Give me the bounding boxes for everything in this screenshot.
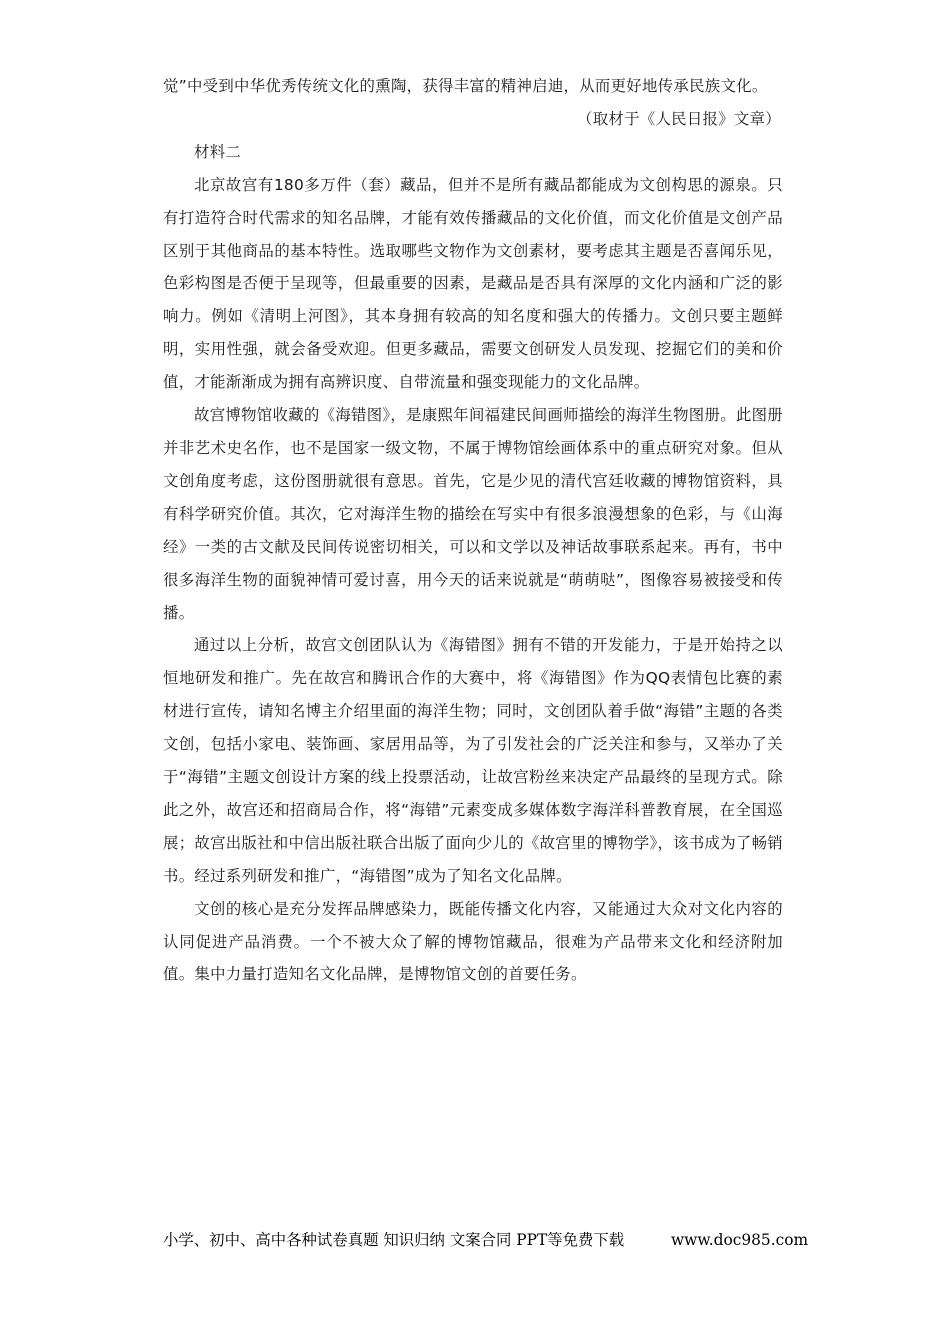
page-footer: [163, 1226, 809, 1254]
footer-promo-text: 小学、初中、高中各种试卷真题 知识归纳 文案合同 PPT等免费下载: [163, 1231, 625, 1249]
source-citation: （取材于《人民日报》文章）: [577, 109, 781, 128]
section-heading: 材料二: [194, 142, 242, 161]
paragraph-continuation: 觉”中受到中华优秀传统文化的熏陶，获得丰富的精神启迪，从而更好地传承民族文化。: [163, 77, 768, 95]
paragraph: 故宫博物馆收藏的《海错图》，是康熙年间福建民间画师描绘的海洋生物图册。此图册并非艺术史名作，也不是国家一级文物，不属于博物馆绘画体系中的重点研究对象。但从文创角度考虑，这份图册就很有意思。首先，它是少见的清代宫廷收藏的博物馆资料，具有科学研究价值。其次，它对海洋生物的描绘在写实中有很多浪漫想象的色彩，与《山海经》一类的古文献及民间传说密切相关，可以和文学以及神话故事联系起来。再有，书中很多海洋生物的面貌神情可爱讨喜，用今天的话来说就是“萌萌哒”，图像容易被接受和传播。: [163, 406, 783, 622]
document-body: [163, 70, 783, 991]
paragraph: 北京故宫有180多万件（套）藏品，但并不是所有藏品都能成为文创构思的源泉。只有打造符合时代需求的知名品牌，才能有效传播藏品的文化价值，而文化价值是文创产品区别于其他商品的基本特性。选取哪些文物作为文创素材，要考虑其主题是否喜闻乐见，色彩构图是否便于呈现等，但最重要的因素，是藏品是否具有深厚的文化内涵和广泛的影响力。例如《清明上河图》，其本身拥有较高的知名度和强大的传播力。文创只要主题鲜明，实用性强，就会备受欢迎。但更多藏品，需要文创研发人员发现、挖掘它们的美和价值，才能渐渐成为拥有高辨识度、自带流量和强变现能力的文化品牌。: [163, 175, 783, 392]
paragraph: 文创的核心是充分发挥品牌感染力，既能传播文化内容，又能通过大众对文化内容的认同促进产品消费。一个不被大众了解的博物馆藏品，很难为产品带来文化和经济附加值。集中力量打造知名文化品牌，是博物馆文创的首要任务。: [163, 899, 783, 984]
paragraph: 通过以上分析，故宫文创团队认为《海错图》拥有不错的开发能力，于是开始持之以恒地研发和推广。先在故宫和腾讯合作的大赛中，将《海错图》作为QQ表情包比赛的素材进行宣传，请知名博主介绍里面的海洋生物；同时，文创团队着手做“海错”主题的各类文创，包括小家电、装饰画、家居用品等，为了引发社会的广泛关注和参与，又举办了关于“海错”主题文创设计方案的线上投票活动，让故宫粉丝来决定产品最终的呈现方式。除此之外，故宫还和招商局合作，将“海错”元素变成多媒体数字海洋科普教育展，在全国巡展；故宫出版社和中信出版社联合出版了面向少儿的《故宫里的博物学》，该书成为了畅销书。经过系列研发和推广，“海错图”成为了知名文化品牌。: [163, 636, 783, 885]
footer-url-link[interactable]: www.doc985.com: [671, 1231, 809, 1249]
